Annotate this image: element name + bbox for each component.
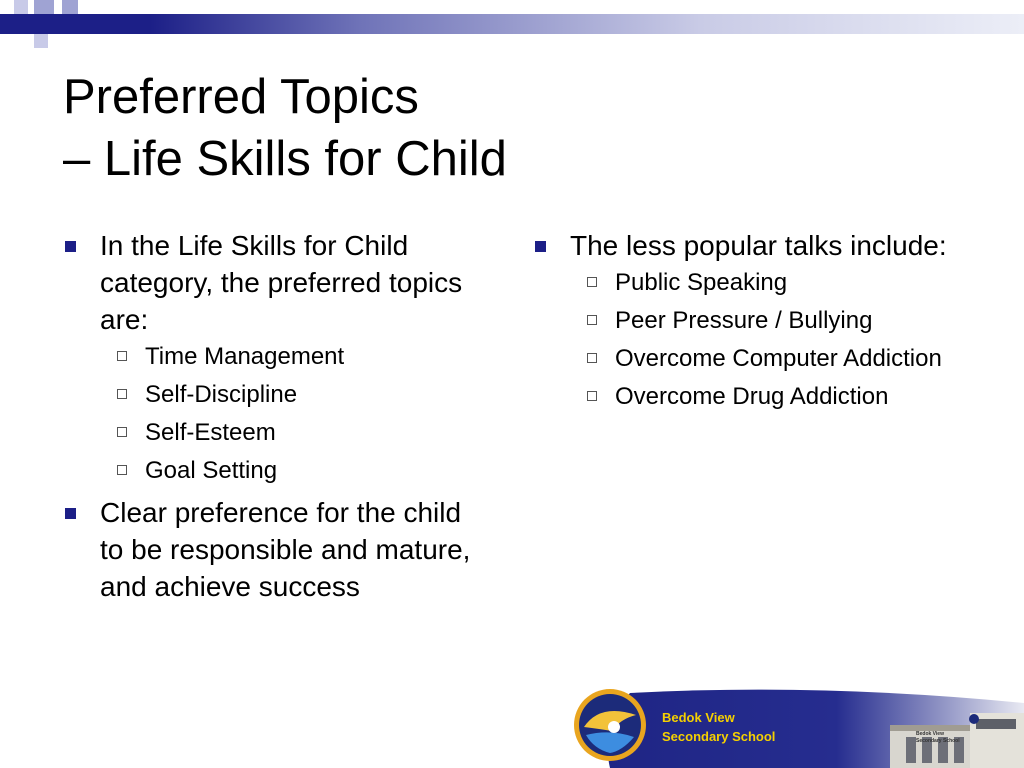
square-bullet-icon bbox=[65, 508, 76, 519]
sub-bullet-item bbox=[100, 456, 490, 486]
right-column bbox=[530, 227, 970, 420]
square-bullet-icon bbox=[535, 241, 546, 252]
school-name bbox=[662, 708, 775, 746]
sub-bullet-item bbox=[100, 418, 490, 448]
decoration-square bbox=[34, 34, 48, 48]
hollow-square-bullet-icon bbox=[587, 391, 597, 401]
building-sign-line-2: Secondary School bbox=[916, 738, 960, 744]
building-sign bbox=[916, 731, 960, 745]
title-line-1: Preferred Topics bbox=[63, 70, 419, 124]
hollow-square-bullet-icon bbox=[587, 315, 597, 325]
left-column bbox=[60, 227, 490, 611]
sub-bullet-text: Overcome Computer Addiction bbox=[615, 345, 942, 372]
bullet-item bbox=[60, 494, 490, 605]
square-bullet-icon bbox=[65, 241, 76, 252]
sub-bullet-text: Peer Pressure / Bullying bbox=[615, 307, 873, 334]
hollow-square-bullet-icon bbox=[117, 465, 127, 475]
bullet-text: The less popular talks include: bbox=[570, 230, 947, 261]
sub-bullet-item bbox=[570, 344, 970, 374]
sub-bullet-text: Self-Discipline bbox=[145, 381, 298, 408]
sub-bullet-text: Goal Setting bbox=[145, 457, 278, 484]
sub-bullet-text: Self-Esteem bbox=[145, 419, 276, 446]
bullet-item bbox=[60, 227, 490, 486]
school-name-line-2: Secondary School bbox=[662, 729, 776, 744]
decoration-square bbox=[62, 14, 78, 34]
school-crest-icon bbox=[574, 689, 646, 761]
bullet-item bbox=[530, 227, 970, 412]
top-decoration-bar bbox=[0, 14, 1024, 34]
building-sign-line-1: Bedok View bbox=[916, 731, 944, 737]
decoration-square bbox=[14, 0, 28, 14]
sub-bullet-item bbox=[100, 380, 490, 410]
hollow-square-bullet-icon bbox=[117, 389, 127, 399]
slide-title bbox=[63, 66, 963, 190]
sub-bullet-item bbox=[570, 268, 970, 298]
hollow-square-bullet-icon bbox=[587, 277, 597, 287]
decoration-square bbox=[34, 0, 54, 14]
title-line-2: – Life Skills for Child bbox=[63, 132, 507, 186]
school-banner bbox=[570, 685, 1024, 768]
hollow-square-bullet-icon bbox=[117, 351, 127, 361]
sub-bullet-item bbox=[570, 382, 970, 412]
decoration-square bbox=[14, 14, 34, 34]
sub-bullet-item bbox=[570, 306, 970, 336]
hollow-square-bullet-icon bbox=[117, 427, 127, 437]
sub-bullet-text: Public Speaking bbox=[615, 269, 788, 296]
bullet-text: In the Life Skills for Child category, the preferred topics are: bbox=[100, 230, 463, 335]
school-name-line-1: Bedok View bbox=[662, 710, 735, 725]
hollow-square-bullet-icon bbox=[587, 353, 597, 363]
sub-bullet-text: Overcome Drug Addiction bbox=[615, 383, 889, 410]
bullet-text: Clear preference for the child to be responsible and mature, and achieve success bbox=[100, 497, 471, 602]
decoration-square bbox=[62, 0, 78, 14]
sub-bullet-text: Time Management bbox=[145, 343, 345, 370]
sub-bullet-item bbox=[100, 342, 490, 372]
